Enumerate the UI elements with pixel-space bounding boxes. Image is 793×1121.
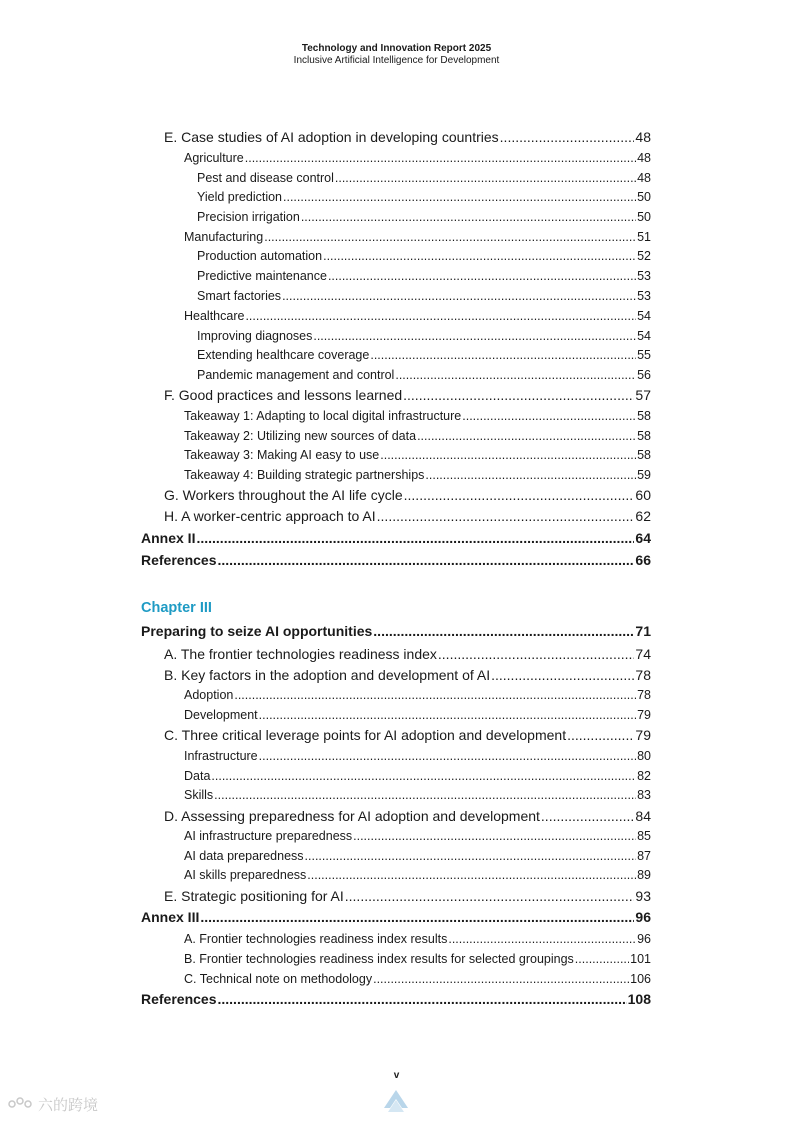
toc-entry-subsection[interactable]: Takeaway 2: Utilizing new sources of data ..... 58 [184, 429, 651, 443]
toc-entry-section[interactable]: E. Case studies of AI adoption in developing countries ..... 48 [164, 129, 651, 145]
toc-entry-section[interactable]: F. Good practices and lessons learned ..... 57 [164, 387, 651, 403]
toc-entry-section[interactable]: B. Key factors in the adoption and development of AI ..... 78 [164, 667, 651, 683]
toc-entry-item[interactable]: Extending healthcare coverage ..... 55 [197, 348, 651, 362]
watermark [8, 1094, 98, 1115]
toc-entry-subsection[interactable]: Development ..... 79 [184, 708, 651, 722]
toc-entry-subsection[interactable]: AI infrastructure preparedness ..... 85 [184, 829, 651, 843]
toc-entry-main[interactable]: Annex II ..... 64 [141, 530, 651, 546]
page-number: v [393, 1070, 400, 1081]
toc-entry-section[interactable]: E. Strategic positioning for AI ..... 93 [164, 888, 651, 904]
toc-entry-item[interactable]: Production automation ..... 52 [197, 249, 651, 263]
toc-entry-item[interactable]: Predictive maintenance ..... 53 [197, 269, 651, 283]
toc-entry-section[interactable]: H. A worker-centric approach to AI ..... 62 [164, 508, 651, 524]
watermark-text: 六的跨境 [38, 1097, 99, 1114]
toc-entry-main[interactable]: Annex III ..... 96 [141, 909, 651, 925]
toc-entry-item[interactable]: Yield prediction ..... 50 [197, 190, 651, 204]
toc-entry-subsection[interactable]: Takeaway 4: Building strategic partnerships ..... 59 [184, 468, 651, 482]
toc-entry-subsection[interactable]: Skills ..... 83 [184, 788, 651, 802]
toc-entry-section[interactable]: A. The frontier technologies readiness index ..... 74 [164, 646, 651, 662]
toc-entry-subsection[interactable]: Adoption ..... 78 [184, 688, 651, 702]
toc-entry-item[interactable]: Pest and disease control ..... 48 [197, 171, 651, 185]
toc-entry-subsection[interactable]: B. Frontier technologies readiness index results for selected groupings ..... 101 [184, 952, 651, 966]
toc-entry-item[interactable]: Precision irrigation ..... 50 [197, 210, 651, 224]
toc-entry-section[interactable]: G. Workers throughout the AI life cycle ..... 60 [164, 487, 651, 503]
report-title: Technology and Innovation Report 2025 [301, 43, 492, 54]
toc-entry-main[interactable]: References ..... 66 [141, 552, 651, 568]
toc-entry-item[interactable]: Pandemic management and control ..... 56 [197, 368, 651, 382]
toc-entry-section[interactable]: D. Assessing preparedness for AI adoption and development ..... 84 [164, 808, 651, 824]
watermark-logo-icon [8, 1096, 34, 1113]
chapter-heading: Chapter III [141, 600, 212, 616]
toc-entry-item[interactable]: Improving diagnoses ..... 54 [197, 329, 651, 343]
toc-entry-subsection[interactable]: A. Frontier technologies readiness index results ..... 96 [184, 932, 651, 946]
watermark-arrow-icon [382, 1088, 410, 1119]
report-subtitle: Inclusive Artificial Intelligence for Development [293, 55, 500, 66]
toc-entry-subsection[interactable]: Infrastructure ..... 80 [184, 749, 651, 763]
toc-entry-item[interactable]: Smart factories ..... 53 [197, 289, 651, 303]
toc-entry-subsection[interactable]: AI skills preparedness ..... 89 [184, 868, 651, 882]
toc-entry-subsection[interactable]: Data ..... 82 [184, 769, 651, 783]
toc-entry-subsection[interactable]: Takeaway 1: Adapting to local digital infrastructure ..... 58 [184, 409, 651, 423]
toc-entry-subsection[interactable]: AI data preparedness ..... 87 [184, 849, 651, 863]
toc-entry-section[interactable]: C. Three critical leverage points for AI adoption and development ..... 79 [164, 727, 651, 743]
toc-entry-subsection[interactable]: Takeaway 3: Making AI easy to use ..... 58 [184, 448, 651, 462]
toc-entry-main[interactable]: References ..... 108 [141, 991, 651, 1007]
toc-entry-subsection[interactable]: Agriculture ..... 48 [184, 151, 651, 165]
toc-entry-subsection[interactable]: C. Technical note on methodology ..... 106 [184, 972, 651, 986]
toc-entry-subsection[interactable]: Healthcare ..... 54 [184, 309, 651, 323]
running-header [0, 43, 793, 67]
toc-entry-subsection[interactable]: Manufacturing ..... 51 [184, 230, 651, 244]
toc-entry-main[interactable]: Preparing to seize AI opportunities ..... 71 [141, 623, 651, 639]
